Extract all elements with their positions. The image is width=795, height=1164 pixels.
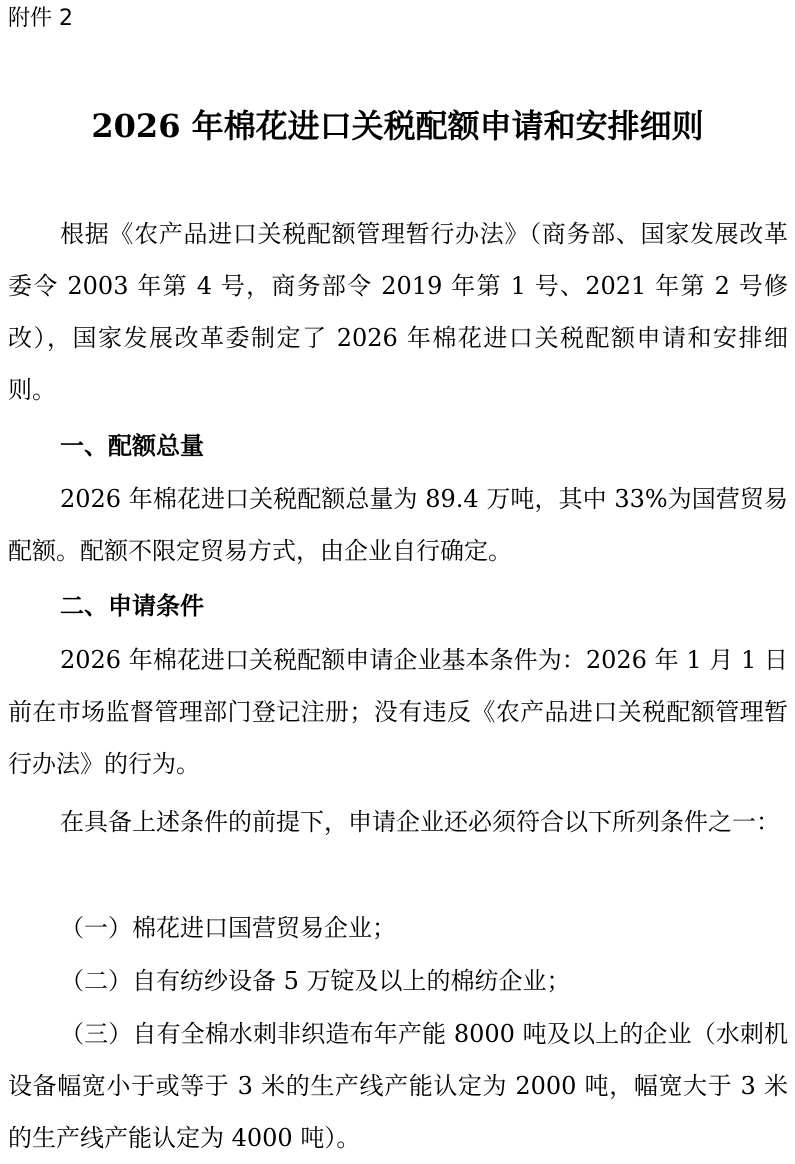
condition-text: （二）自有纺纱设备 5 万锭及以上的棉纺企业； (60, 967, 571, 995)
condition-item-3 (8, 1008, 788, 1164)
paragraph-text: 2026 年棉花进口关税配额总量为 89.4 万吨，其中 33%为国营贸易配额。配额不限定贸易方式，由企业自行确定。 (8, 485, 788, 565)
condition-item-1 (8, 902, 788, 954)
additional-conditions-paragraph (8, 796, 788, 848)
section-heading-text: 二、申请条件 (60, 592, 204, 620)
section-heading-quota (8, 420, 788, 472)
section-heading-text: 一、配额总量 (60, 432, 204, 460)
paragraph-text: 2026 年棉花进口关税配额申请企业基本条件为：2026 年 1 月 1 日前在市场监督管理部门登记注册；没有违反《农产品进口关税配额管理暂行办法》的行为。 (8, 646, 788, 778)
attachment-label: 附件 2 (8, 6, 73, 31)
intro-text: 根据《农产品进口关税配额管理暂行办法》（商务部、国家发展改革委令 2003 年第 4 号，商务部令 2019 年第 1 号、2021 年第 2 号修改），国家发展改革委制定了 2026 年棉花进口关税配额申请和安排细则。 (8, 220, 788, 404)
condition-text: （三）自有全棉水刺非织造布年产能 8000 吨及以上的企业（水刺机设备幅宽小于或等于 3 米的生产线产能认定为 2000 吨，幅宽大于 3 米的生产线产能认定为 4000 吨）。 (8, 1020, 788, 1152)
section-heading-conditions (8, 580, 788, 632)
paragraph-text: 在具备上述条件的前提下，申请企业还必须符合以下所列条件之一： (60, 808, 780, 836)
quota-paragraph (8, 473, 788, 577)
document-title: 2026 年棉花进口关税配额申请和安排细则 (91, 107, 704, 145)
basic-conditions-paragraph (8, 634, 788, 790)
intro-paragraph (8, 208, 788, 416)
condition-item-2 (8, 955, 788, 1007)
condition-text: （一）棉花进口国营贸易企业； (60, 914, 396, 942)
